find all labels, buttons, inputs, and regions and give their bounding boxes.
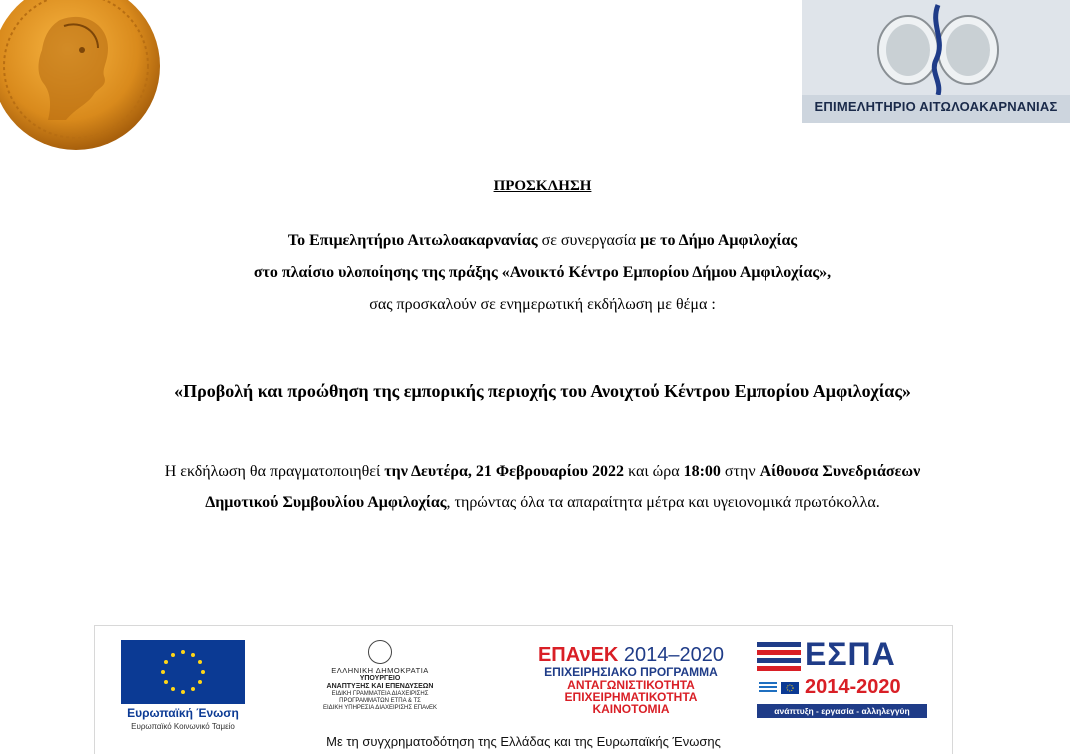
eu-name: Ευρωπαϊκή Ένωση [127, 706, 239, 720]
gold-coin-emblem-icon [0, 0, 162, 152]
funding-banner [94, 625, 953, 754]
ministry-line-2: ΥΠΟΥΡΓΕΙΟ [359, 675, 401, 682]
invitation-title: ΠΡΟΣΚΛΗΣΗ [493, 178, 592, 194]
event-time: 18:00 [683, 463, 721, 480]
event-text-e: στην [720, 463, 760, 480]
epanek-years: 2014–2020 [623, 644, 725, 666]
event-venue-b: Δημοτικού Συμβουλίου Αμφιλοχίας [205, 494, 447, 511]
municipality-text: με το Δήμο Αμφιλοχίας [640, 232, 798, 249]
chamber-name: ΕΠΙΜΕΛΗΤΗΡΙΟ ΑΙΤΩΛΟΑΚΑΡΝΑΝΙΑΣ [814, 99, 1058, 114]
ministry-line-3: ΑΝΑΠΤΥΞΗΣ ΚΑΙ ΕΠΕΝΔΥΣΕΩΝ [326, 683, 434, 690]
event-topic: «Προβολή και προώθηση της εμπορικής περιοχής του Ανοιχτού Κέντρου Εμπορίου Αμφιλοχίας» [174, 381, 911, 401]
epanek-line-3: ΑΝΤΑΓΩΝΙΣΤΙΚΟΤΗΤΑ [567, 678, 695, 692]
event-venue-a: Αίθουσα Συνεδριάσεων [759, 463, 921, 480]
chamber-logo [802, 0, 1070, 123]
intro-line-2 [0, 264, 1085, 282]
ministry-logo [285, 640, 475, 720]
ministry-line-5: ΠΡΟΓΡΑΜΜΑΤΩΝ ΕΤΠΑ & ΤΣ [339, 698, 421, 704]
event-text-h: , τηρώντας όλα τα απαραίτητα μέτρα και υγειονομικά πρωτόκολλα. [446, 494, 880, 511]
epanek-logo [515, 644, 747, 715]
intro-connector: σε συνεργασία [537, 232, 641, 249]
intro-line-3: σας προσκαλούν σε ενημερωτική εκδήλωση με θέμα : [369, 296, 716, 313]
event-details-line-2 [0, 494, 1085, 512]
ministry-line-6: ΕΙΔΙΚΗ ΥΠΗΡΕΣΙΑ ΔΙΑΧΕΙΡΙΣΗΣ ΕΠΑνΕΚ [323, 705, 437, 711]
chamber-name-text: Το Επιμελητήριο Αιτωλοακαρνανίας [287, 232, 538, 249]
project-text: στο πλαίσιο υλοποίησης της πράξης «Ανοικτό Κέντρο Εμπορίου Δήμου Αμφιλοχίας», [253, 264, 832, 281]
espa-tagline: ανάπτυξη - εργασία - αλληλεγγύη [757, 704, 927, 718]
ministry-line-1: ΕΛΛΗΝΙΚΗ ΔΗΜΟΚΡΑΤΙΑ [331, 666, 429, 675]
espa-logo [757, 638, 927, 716]
intro-line-1 [0, 232, 1085, 250]
epanek-line-4: ΕΠΙΧΕΙΡΗΜΑΤΙΚΟΤΗΤΑ [564, 690, 698, 704]
epanek-name: ΕΠΑνΕΚ [537, 644, 619, 666]
epanek-line-5: ΚΑΙΝΟΤΟΜΙΑ [592, 702, 670, 716]
espa-word: ΕΣΠΑ [805, 636, 896, 672]
cofunding-text: Με τη συγχρηματοδότηση της Ελλάδας και της Ευρωπαϊκής Ένωσης [326, 734, 721, 749]
espa-years: 2014-2020 [805, 676, 901, 698]
eu-flag-icon [121, 640, 245, 704]
greek-emblem-icon [368, 640, 392, 664]
eu-fund: Ευρωπαϊκό Κοινωνικό Ταμείο [131, 722, 235, 731]
event-text-c: και ώρα [624, 463, 684, 480]
seal-coins-icon [802, 0, 1070, 95]
greece-eu-flags-icon [759, 682, 799, 694]
event-details-line-1 [0, 463, 1085, 481]
event-text-a: Η εκδήλωση θα πραγματοποιηθεί [164, 463, 385, 480]
ministry-line-4: ΕΙΔΙΚΗ ΓΡΑΜΜΑΤΕΙΑ ΔΙΑΧΕΙΡΙΣΗΣ [331, 691, 429, 697]
event-date: την Δευτέρα, 21 Φεβρουαρίου 2022 [384, 463, 625, 480]
epanek-line-2: ΕΠΙΧΕΙΡΗΣΙΑΚΟ ΠΡΟΓΡΑΜΜΑ [544, 665, 718, 679]
